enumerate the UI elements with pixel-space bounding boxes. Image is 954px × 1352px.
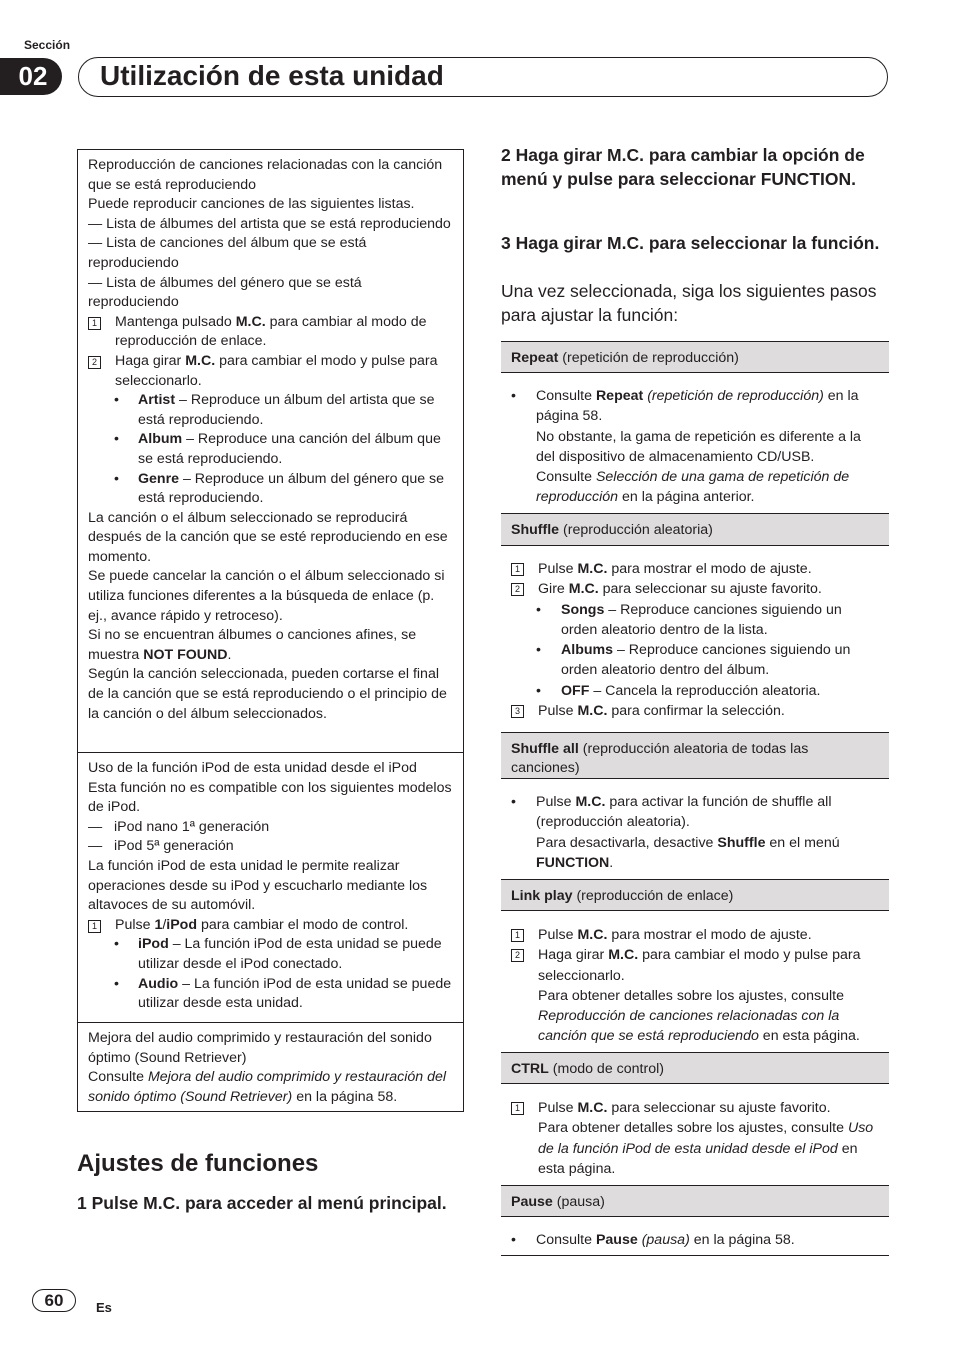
step-number: 1 [511,1102,524,1115]
step-key: M.C. [235,313,266,330]
step-key: M.C. [185,352,216,369]
shuffle-body: 1 Pulse M.C. para mostrar el modo de ajuste. 2 Gire M.C. para seleccionar su ajuste favorito. • Songs – Reproduce canciones siguiendo un orden aleatorio dentro de la lista. • Albums – Reproduce canciones siguiendo un orden aleatorio dentro del álbum. • OFF – Cancela la reproducción aleatoria. 3 Pulse M.C. para confirmar la selección. [501,559,889,721]
step-text: para cambiar al modo de reproducción de enlace. [115,313,427,350]
page-number: 60 [32,1289,76,1312]
ctrl-header: CTRL (modo de control) [501,1052,889,1084]
note: Según la canción seleccionada, pueden cortarse el final de la canción que se está reproduciendo o el principio de la canción o del álbum seleccionados. [88,666,447,722]
step-number: 1 [88,317,101,330]
sound-retriever-info-box [77,1022,464,1112]
bullet-off: • OFF – Cancela la reproducción aleatoria. [536,682,821,699]
bullet-genre: • Genre – Reproduce un álbum del género que se está reproduciendo. [114,470,445,507]
step-text: para cambiar el modo y pulse para seleccionarlo. [115,352,438,389]
step-number: 2 [511,583,524,596]
box-title: Reproducción de canciones relacionadas con la canción que se está reproduciendo [88,157,443,193]
bullet-albums: • Albums – Reproduce canciones siguiendo un orden aleatorio dentro del álbum. [536,642,851,679]
step-number: 1 [511,563,524,576]
step-note: La canción o el álbum seleccionado se reproducirá después de la canción que se esté reproduciendo en ese momento. [88,509,448,565]
bullet-key: Album [138,431,183,448]
repeat-header: Repeat (repetición de reproducción) [501,341,889,373]
bullet-ipod: • iPod – La función iPod de esta unidad se puede utilizar desde el iPod conectado. [114,936,442,972]
list-item: — Lista de álbumes del artista que se está reproduciendo [88,215,451,232]
bullet-artist: • Artist – Reproduce un álbum del artista que se está reproduciendo. [114,392,435,428]
step-number: 2 [511,949,524,962]
step-number: 1 [88,920,101,933]
bullet-text: – Reproduce una canción del álbum que se está reproduciendo. [138,431,441,467]
note: Se puede cancelar la canción o el álbum seleccionado si utiliza funciones diferentes a la búsqueda de enlace (p. ej., avance rápido y retroceso). [88,568,445,624]
box-title: Mejora del audio comprimido y restauración del sonido óptimo (Sound Retriever) [88,1030,432,1066]
function-step-3-body: Una vez seleccionada, siga los siguientes pasos para ajustar la función: [501,281,877,325]
section-heading: Ajustes de funciones [77,1150,319,1177]
link-play-header: Link play (reproducción de enlace) [501,879,889,911]
not-found-label: NOT FOUND [143,646,228,663]
step-1 [88,313,453,352]
pause-header: Pause (pausa) [501,1185,889,1217]
function-step-1: 1 Pulse M.C. para acceder al menú principal. [77,1193,447,1213]
bullet-album: • Album – Reproduce una canción del álbum que se está reproduciendo. [114,431,441,467]
function-step-2: 2 Haga girar M.C. para cambiar la opción de menú y pulse para seleccionar FUNCTION. [501,145,865,189]
step-text: Haga girar [115,352,186,369]
step-2 [88,352,453,391]
box-intro: Esta función no es compatible con los siguientes modelos de iPod. [88,779,452,816]
box-title: Uso de la función iPod de esta unidad desde el iPod [88,760,417,776]
language-code: Es [96,1300,112,1315]
bullet-text: – Reproduce un álbum del artista que se está reproduciendo. [138,392,435,428]
step-number: 3 [511,705,524,718]
step-number: 2 [88,356,101,369]
shuffle-all-body: • Pulse M.C. para activar la función de shuffle all (reproducción aleatoria). Para desactivarla, desactive Shuffle en el menú FUNCTION. [511,794,840,871]
pause-body: • Consulte Pause (pausa) en la página 58. [511,1232,795,1248]
bullet-key: Genre [138,470,180,487]
bullet-key: Artist [138,392,176,409]
model-item: — iPod nano 1ª generación [88,818,270,835]
shuffle-header: Shuffle (reproducción aleatoria) [501,513,889,546]
step-number: 1 [511,929,524,942]
section-label: Sección [24,38,71,52]
function-step-3: 3 Haga girar M.C. para seleccionar la función. [501,233,880,253]
box-intro: Puede reproducir canciones de las siguientes listas. [88,196,415,213]
shuffle-all-header: Shuffle all (reproducción aleatoria de todas las canciones) [501,732,889,779]
box-desc: La función iPod de esta unidad le permite realizar operaciones desde su iPod y escucharlo mediante los altavoces de su automóvil. [88,857,428,914]
section-number-badge: 02 [0,58,62,95]
page-title: Utilización de esta unidad [100,60,444,91]
box-ref: Consulte Mejora del audio comprimido y restauración del sonido óptimo (Sound Retriever) en la página 58. [88,1069,447,1105]
repeat-body: • Consulte Repeat (repetición de reproducción) en la página 58. No obstante, la gama de repetición es diferente a la del dispositivo de almacenamiento CD/USB. Consulte Selección de una gama de repetición de reproducción en la página anterior. [511,388,861,506]
link-play-body: 1 Pulse M.C. para mostrar el modo de ajuste. 2 Haga girar M.C. para cambiar el modo y pulse para seleccionarlo. Para obtener detalles sobre los ajustes, consulte Reproducción de canciones relacionadas con la canción que se está reproduciendo en esta página. [501,925,889,1047]
bullet-audio: • Audio – La función iPod de esta unidad se puede utilizar desde esta unidad. [114,975,452,1012]
model-item: — iPod 5ª generación [88,838,234,855]
bottom-rule [501,1255,889,1256]
ipod-control-info-box [77,752,464,1023]
ctrl-body: 1 Pulse M.C. para seleccionar su ajuste favorito. Para obtener detalles sobre los ajustes, consulte Uso de la función iPod de esta unidad desde el iPod en esta página. [501,1098,889,1179]
list-item: — Lista de álbumes del género que se está reproduciendo [88,274,362,311]
bullet-songs: • Songs – Reproduce canciones siguiendo un orden aleatorio dentro de la lista. [536,601,842,638]
note: Si no se encuentran álbumes o canciones afines, se muestra NOT FOUND. [88,627,417,663]
step-text: Mantenga pulsado [115,313,236,330]
step-1: 1 Pulse 1/iPod para cambiar el modo de control. [88,916,453,936]
bullet-text: – Reproduce un álbum del género que se está reproduciendo. [138,470,445,507]
list-item: — Lista de canciones del álbum que se está reproduciendo [88,235,367,271]
link-play-info-box [77,149,464,753]
